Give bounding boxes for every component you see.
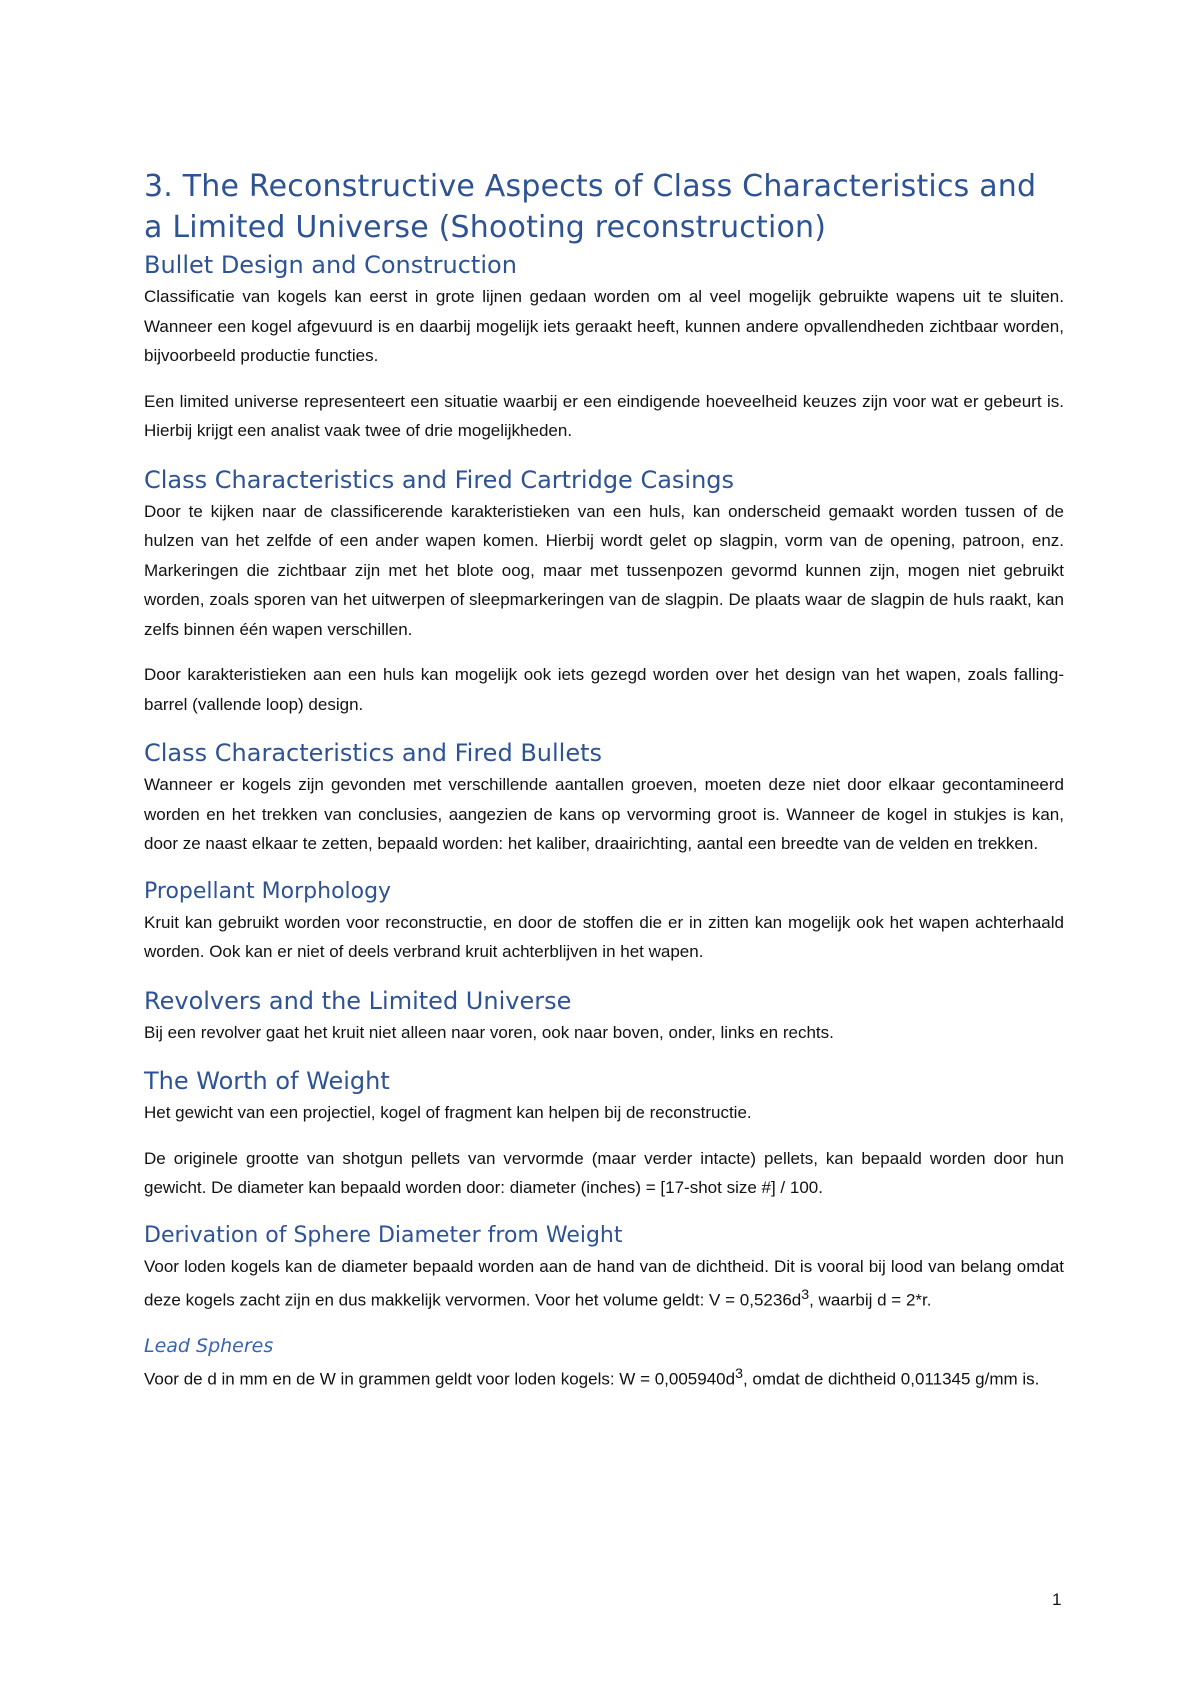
page-content: [144, 166, 1064, 1394]
section-heading-revolvers: Revolvers and the Limited Universe: [144, 986, 572, 1015]
superscript-cubed: 3: [801, 1287, 810, 1303]
paragraph-lead-spheres-tail: , omdat de dichtheid 0,011345 g/mm is.: [742, 1369, 1040, 1389]
section-heading-bullet-design: Bullet Design and Construction: [144, 251, 517, 279]
paragraph-sphere-diameter-tail: , waarbij d = 2*r.: [809, 1290, 932, 1310]
paragraph-fired-bullets: Wanneer er kogels zijn gevonden met verschillende aantallen groeven, moeten deze niet door elkaar gecontamineerd worden en het trekken van conclusies, aangezien de kans op vervorming groot is. Wanneer de kogel in stukjes is kan, door ze naast elkaar te zetten, bepaald worden: het kaliber, draairichting, aantal een breedte van de velden en trekken.: [144, 775, 1064, 853]
paragraph-revolvers: Bij een revolver gaat het kruit niet alleen naar voren, ook naar boven, onder, links en rechts.: [144, 1022, 834, 1042]
paragraph-propellant-morphology: Kruit kan gebruikt worden voor reconstructie, en door de stoffen die er in zitten kan mogelijk ook het wapen achterhaald worden. Ook kan er niet of deels verbrand kruit achterblijven in het wapen.: [144, 912, 1064, 961]
paragraph-worth-of-weight-2: De originele grootte van shotgun pellets van vervormde (maar verder intacte) pellets, kan bepaald worden door hun gewicht. De diameter kan bepaald worden door: diameter (inches) = [17-shot size #] / 100.: [144, 1148, 1064, 1197]
paragraph-cartridge-casings-2: Door karakteristieken aan een huls kan mogelijk ook iets gezegd worden over het design van het wapen, zoals falling-barrel (vallende loop) design.: [144, 665, 1064, 714]
paragraph-lead-spheres-text: Voor de d in mm en de W in grammen geldt voor loden kogels: W = 0,005940d: [144, 1369, 736, 1389]
paragraph-bullet-design-2: Een limited universe representeert een situatie waarbij er een eindigende hoeveelheid keuzes zijn voor wat er gebeurt is. Hierbij krijgt een analist vaak twee of drie mogelijkheden.: [144, 391, 1064, 440]
paragraph-cartridge-casings-1: Door te kijken naar de classificerende karakteristieken van een huls, kan onderscheid gemaakt worden tussen of de hulzen van het zelfde of een ander wapen komen. Hierbij wordt gelet op slagpin, vorm van de opening, patroon, enz. Markeringen die zichtbaar zijn met het blote oog, maar met tussenpozen gevormd kunnen zijn, mogen niet gebruikt worden, zoals sporen van het uitwerpen of sleepmarkeringen van de slagpin. De plaats waar de slagpin de huls raakt, kan zelfs binnen één wapen verschillen.: [144, 501, 1064, 639]
section-heading-worth-of-weight: The Worth of Weight: [144, 1067, 390, 1095]
paragraph-worth-of-weight-1: Het gewicht van een projectiel, kogel of fragment kan helpen bij de reconstructie.: [144, 1103, 752, 1122]
paragraph-sphere-diameter: [144, 1252, 1064, 1316]
paragraph-bullet-design-1: Classificatie van kogels kan eerst in grote lijnen gedaan worden om al veel mogelijk gebruikte wapens uit te sluiten. Wanneer een kogel afgevuurd is en daarbij mogelijk iets geraakt heeft, kunnen andere opvallendheden zichtbaar worden, bijvoorbeeld productie functies.: [144, 287, 1064, 365]
section-heading-sphere-diameter: Derivation of Sphere Diameter from Weight: [144, 1222, 623, 1248]
section-heading-cartridge-casings: Class Characteristics and Fired Cartridge Casings: [144, 465, 735, 494]
section-heading-propellant-morphology: Propellant Morphology: [144, 878, 392, 904]
page-number: 1: [1052, 1590, 1062, 1609]
section-heading-lead-spheres: Lead Spheres: [144, 1335, 274, 1358]
document-title: 3. The Reconstructive Aspects of Class Characteristics and a Limited Universe (Shooting reconstruction): [144, 169, 1037, 245]
paragraph-lead-spheres: [144, 1360, 1064, 1394]
superscript-cubed-lead: 3: [735, 1366, 743, 1383]
section-heading-fired-bullets: Class Characteristics and Fired Bullets: [144, 739, 603, 767]
paragraph-sphere-diameter-text: Voor loden kogels kan de diameter bepaald worden aan de hand van de dichtheid. Dit is vooral bij lood van belang omdat deze kogels zacht zijn en dus makkelijk vervormen. Voor het volume geldt: V = 0,5236d: [144, 1256, 1064, 1310]
